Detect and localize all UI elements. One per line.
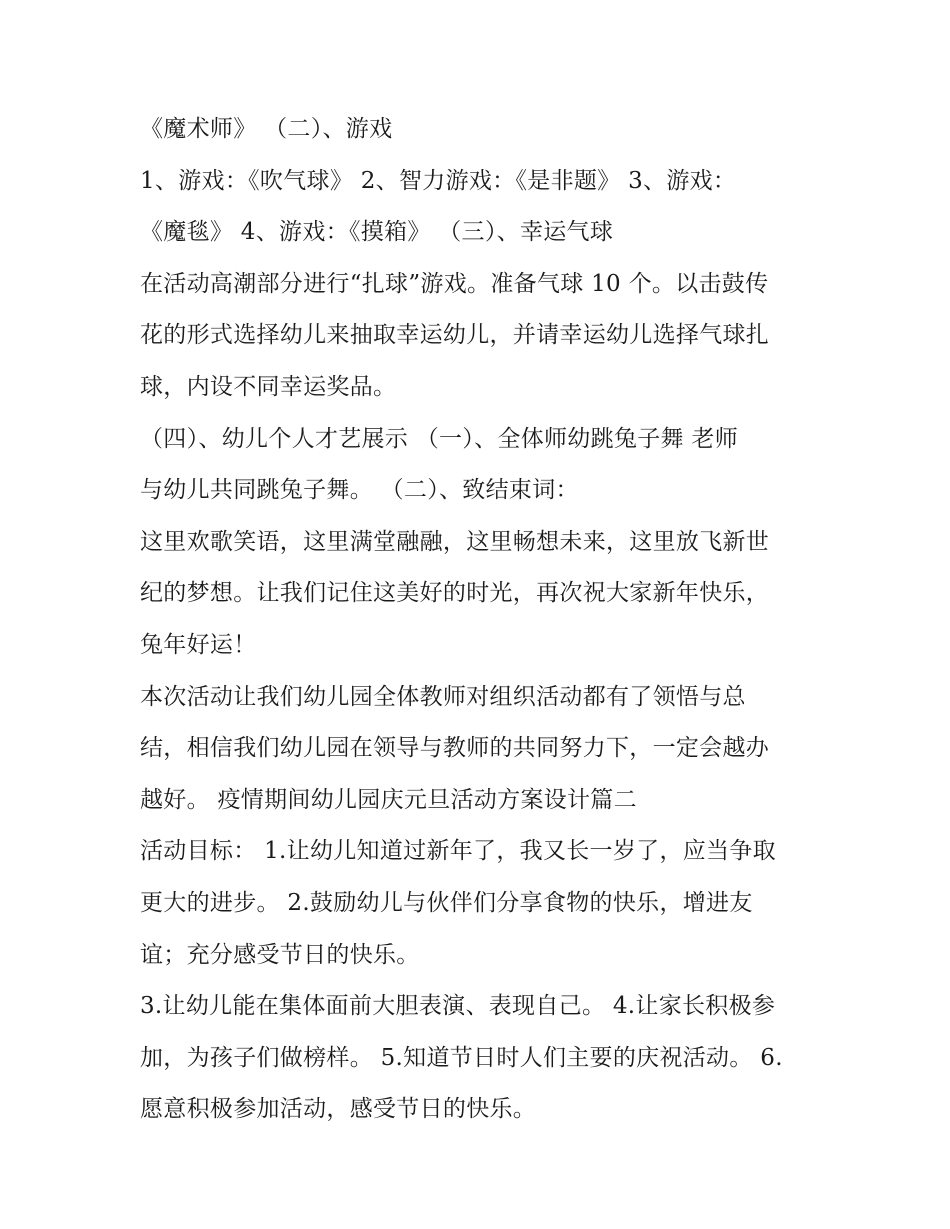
text-line: 《魔毯》 4、游戏：《摸箱》 （三）、幸运气球 bbox=[140, 219, 614, 246]
text-line: 1、游戏：《吹气球》 2、智力游戏：《是非题》 3、游戏： bbox=[140, 167, 737, 194]
text-line: 加，为孩子们做榜样。 5.知道节日时人们主要的庆祝活动。 6. bbox=[140, 1044, 783, 1071]
text-line: 这里欢歌笑语，这里满堂融融，这里畅想未来，这里放飞新世 bbox=[140, 528, 770, 555]
text-line: 《魔术师》 （二）、游戏 bbox=[140, 116, 393, 142]
text-line: 愿意积极参加活动，感受节日的快乐。 bbox=[140, 1096, 537, 1123]
text-line: 在活动高潮部分进行“扎球”游戏。准备气球 10 个。以击鼓传 bbox=[140, 270, 769, 297]
text-line: 与幼儿共同跳兔子舞。 （二）、致结束词： bbox=[140, 477, 579, 504]
text-line: 花的形式选择幼儿来抽取幸运幼儿，并请幸运幼儿选择气球扎 bbox=[140, 322, 770, 349]
text-line: 本次活动让我们幼儿园全体教师对组织活动都有了领悟与总 bbox=[140, 683, 746, 710]
text-line: 球，内设不同幸运奖品。 bbox=[140, 373, 397, 400]
text-line: （四）、幼儿个人才艺展示 （一）、全体师幼跳兔子舞 老师 bbox=[140, 425, 739, 452]
document-body bbox=[140, 104, 820, 1136]
text-line: 3.让幼儿能在集体面前大胆表演、表现自己。 4.让家长积极参 bbox=[140, 993, 776, 1020]
text-line: 结，相信我们幼儿园在领导与教师的共同努力下，一定会越办 bbox=[140, 735, 770, 762]
text-line: 纪的梦想。让我们记住这美好的时光，再次祝大家新年快乐， bbox=[140, 580, 770, 607]
text-line: 越好。 疫情期间幼儿园庆元旦活动方案设计篇二 bbox=[140, 786, 637, 813]
text-line: 更大的进步。 2.鼓励幼儿与伙伴们分享食物的快乐，增进友 bbox=[140, 889, 753, 916]
text-line: 兔年好运！ bbox=[140, 631, 257, 658]
text-line: 活动目标： 1.让幼儿知道过新年了，我又长一岁了，应当争取 bbox=[140, 838, 776, 865]
text-line: 谊；充分感受节日的快乐。 bbox=[140, 941, 420, 968]
